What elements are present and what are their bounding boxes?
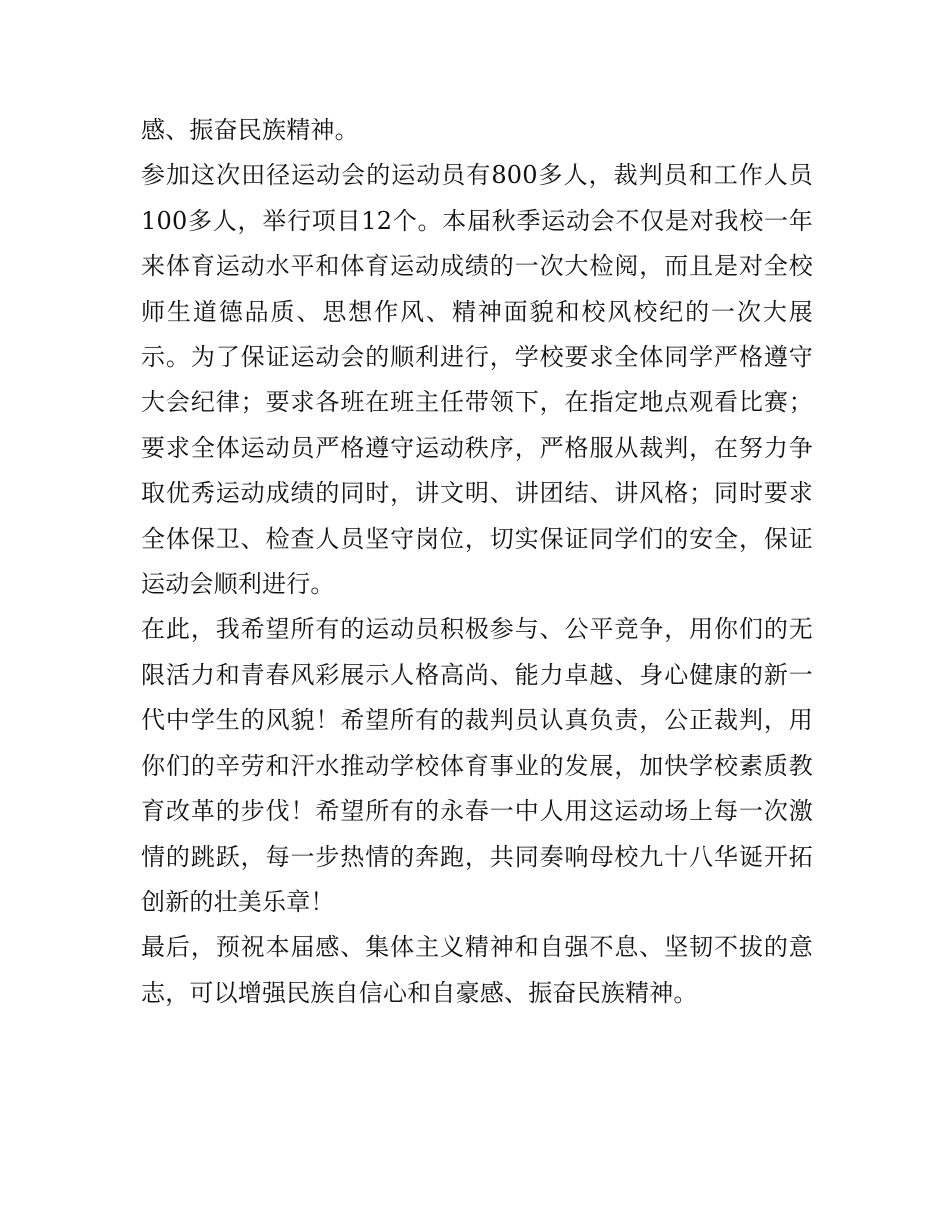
paragraph-event-overview: 参加这次田径运动会的运动员有800多人，裁判员和工作人员100多人，举行项目12个。本届秋季运动会不仅是对我校一年来体育运动水平和体育运动成绩的一次大检阅，而且是对全校师生道德品质、思想作风、精神面貌和校风校纪的一次大展示。为了保证运动会的顺利进行，学校要求全体同学严格遵守大会纪律；要求各班在班主任带领下，在指定地点观看比赛；要求全体运动员严格遵守运动秩序，严格服从裁判，在努力争取优秀运动成绩的同时，讲文明、讲团结、讲风格；同时要求全体保卫、检查人员坚守岗位，切实保证同学们的安全，保证运动会顺利进行。 xyxy=(141,161,813,599)
paragraph-closing: 最后，预祝本届感、集体主义精神和自强不息、坚韧不拔的意志，可以增强民族自信心和自豪感、振奋民族精神。 xyxy=(141,933,813,1007)
paragraph-continuation: 感、振奋民族精神。 xyxy=(141,116,359,144)
paragraph-hopes: 在此，我希望所有的运动员积极参与、公平竞争，用你们的无限活力和青春风彩展示人格高尚、能力卓越、身心健康的新一代中学生的风貌！希望所有的裁判员认真负责，公正裁判，用你们的辛劳和汗水推动学校体育事业的发展，加快学校素质教育改革的步伐！希望所有的永春一中人用这运动场上每一次激情的跳跃，每一步热情的奔跑，共同奏响母校九十八华诞开拓创新的壮美乐章！ xyxy=(141,615,813,916)
document-body xyxy=(141,108,813,1016)
